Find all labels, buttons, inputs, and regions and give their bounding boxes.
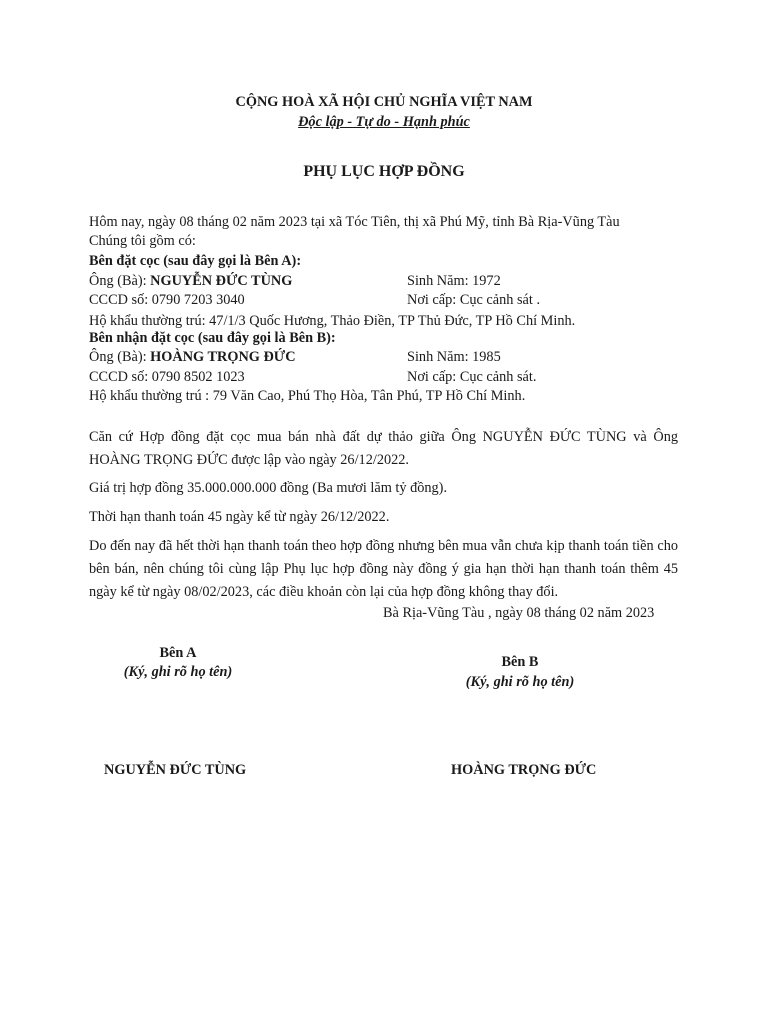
party-b-address: Hộ khẩu thường trú : 79 Văn Cao, Phú Thọ Hòa, Tân Phú, TP Hồ Chí Minh. <box>89 388 526 404</box>
document-title: PHỤ LỤC HỢP ĐỒNG <box>303 163 465 180</box>
party-a-issued: Nơi cấp: Cục cảnh sát . <box>407 292 541 308</box>
party-b-issued: Nơi cấp: Cục cảnh sát. <box>407 369 537 385</box>
signature-b-title: Bên B <box>501 654 539 670</box>
party-b-name-label: Ông (Bà): <box>89 349 151 365</box>
body-paragraph-value: Giá trị hợp đồng 35.000.000.000 đồng (Ba mươi lăm tỷ đồng). <box>89 480 448 496</box>
party-a-birth: Sinh Năm: 1972 <box>407 273 501 289</box>
body-paragraph-extension: Do đến nay đã hết thời hạn thanh toán theo hợp đồng nhưng bên mua vẫn chưa kịp thanh toán tiền cho bên bán, nên chúng tôi cùng lập Phụ lục hợp đồng này đồng ý gia hạn thời hạn thanh toán thêm 45 ngày kể từ ngày 08/02/2023, các điều khoản còn lại của hợp đồng không thay đổi. <box>89 538 678 600</box>
party-a-name-label: Ông (Bà): <box>89 273 151 289</box>
party-a-name-row <box>89 273 292 290</box>
intro-line: Hôm nay, ngày 08 tháng 02 năm 2023 tại xã Tóc Tiên, thị xã Phú Mỹ, tỉnh Bà Rịa-Vũng Tàu <box>89 214 620 230</box>
intro-parties: Chúng tôi gồm có: <box>89 233 196 249</box>
party-b-heading: Bên nhận đặt cọc (sau đây gọi là Bên B): <box>89 330 336 346</box>
party-a-address: Hộ khẩu thường trú: 47/1/3 Quốc Hương, Thảo Điền, TP Thủ Đức, TP Hồ Chí Minh. <box>89 313 576 329</box>
country-heading: CỘNG HOÀ XÃ HỘI CHỦ NGHĨA VIỆT NAM <box>235 94 533 110</box>
signature-a-name: NGUYỄN ĐỨC TÙNG <box>104 762 247 778</box>
party-b-name: HOÀNG TRỌNG ĐỨC <box>150 349 296 365</box>
party-a-name: NGUYỄN ĐỨC TÙNG <box>150 273 293 289</box>
party-b-name-row <box>89 349 296 366</box>
party-b-id: CCCD số: 0790 8502 1023 <box>89 369 245 385</box>
signature-b-name: HOÀNG TRỌNG ĐỨC <box>451 762 597 778</box>
signature-a-note: (Ký, ghi rõ họ tên) <box>123 664 233 680</box>
party-a-id: CCCD số: 0790 7203 3040 <box>89 292 245 308</box>
signature-a-title: Bên A <box>159 645 197 661</box>
signature-b-note: (Ký, ghi rõ họ tên) <box>465 674 575 690</box>
place-date: Bà Rịa-Vũng Tàu , ngày 08 tháng 02 năm 2023 <box>383 605 655 621</box>
party-a-heading: Bên đặt cọc (sau đây gọi là Bên A): <box>89 253 302 269</box>
body-paragraph-basis: Căn cứ Hợp đồng đặt cọc mua bán nhà đất dự thảo giữa Ông NGUYỄN ĐỨC TÙNG và Ông HOÀNG TRỌNG ĐỨC được lập vào ngày 26/12/2022. <box>89 429 678 468</box>
motto: Độc lập - Tự do - Hạnh phúc <box>298 114 470 130</box>
party-b-birth: Sinh Năm: 1985 <box>407 349 501 365</box>
body-paragraph-term: Thời hạn thanh toán 45 ngày kể từ ngày 26/12/2022. <box>89 509 390 525</box>
